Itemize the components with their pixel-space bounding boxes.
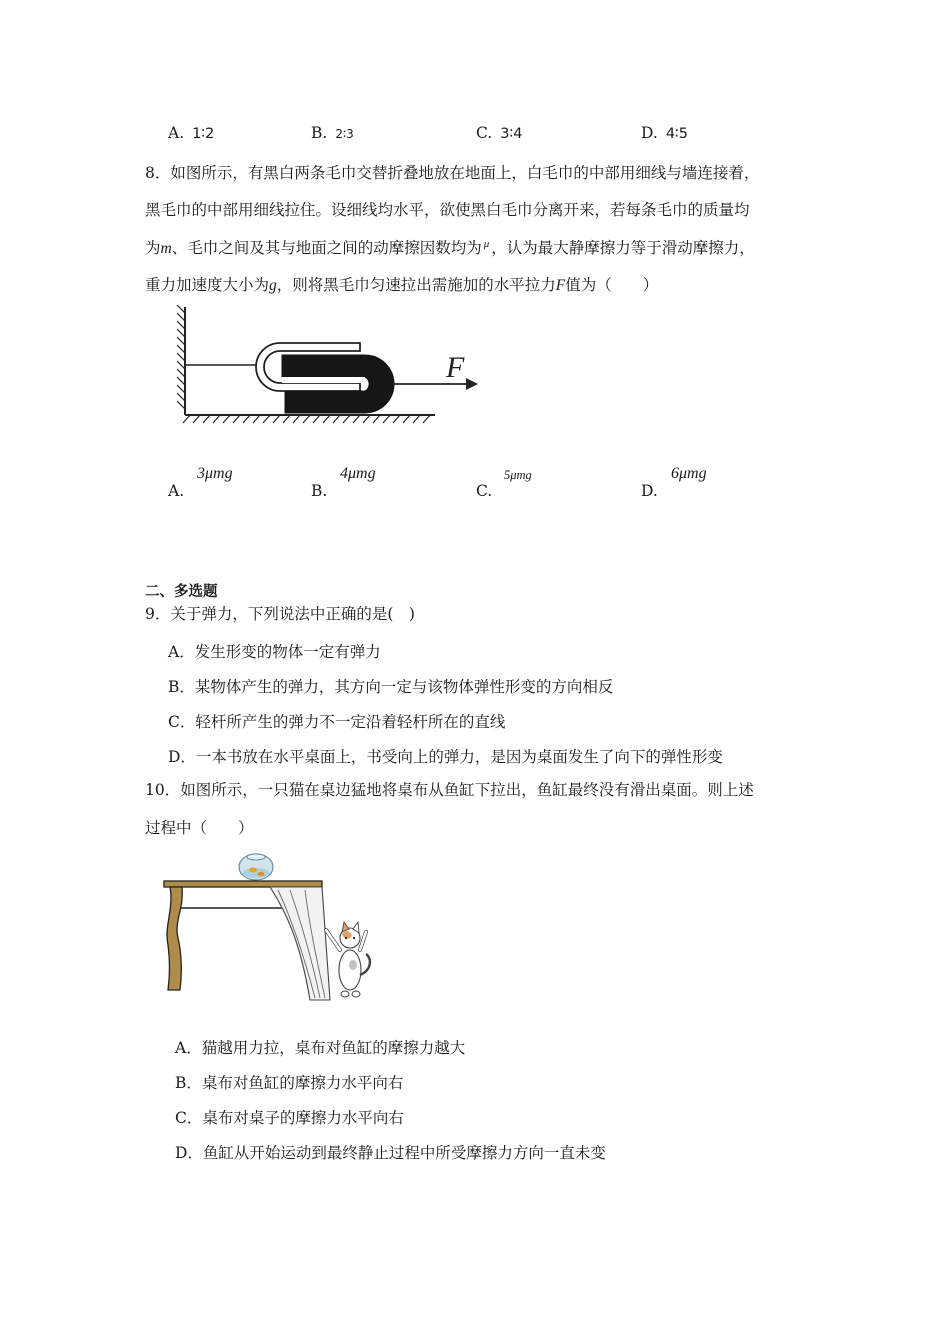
q7-option-a[interactable]: A. 1∶2 — [168, 124, 215, 142]
q10-choice-c[interactable]: C．桌布对桌子的摩擦力水平向右 — [175, 1109, 404, 1127]
q10-choice-a[interactable]: A．猫越用力拉，桌布对鱼缸的摩擦力越大 — [175, 1039, 466, 1057]
q10-stem-line2: 过程中（ ） — [145, 819, 254, 837]
q10-stem-line1: 10．如图所示，一只猫在桌边猛地将桌布从鱼缸下拉出，鱼缸最终没有滑出桌面。则上述 — [145, 781, 754, 799]
q9-stem: 9．关于弹力，下列说法中正确的是( ) — [145, 605, 415, 623]
q10-choice-b[interactable]: B．桌布对鱼缸的摩擦力水平向右 — [175, 1074, 404, 1092]
wall — [177, 305, 185, 415]
q7-option-b[interactable]: B. 2∶3 — [311, 124, 354, 142]
force-arrow-head — [466, 378, 478, 390]
q9-choice-b[interactable]: B．某物体产生的弹力，其方向一定与该物体弹性形变的方向相反 — [168, 678, 614, 696]
q8-stem-line4: 重力加速度大小为g，则将黑毛巾匀速拉出需施加的水平拉力F值为（ ） — [145, 276, 659, 294]
fish-bowl — [239, 854, 273, 880]
q9-choice-a[interactable]: A．发生形变的物体一定有弹力 — [168, 643, 381, 661]
section-heading: 二、多选题 — [145, 584, 218, 600]
force-label: F — [446, 351, 465, 384]
q8-stem-line1: 8．如图所示，有黑白两条毛巾交替折叠地放在地面上，白毛巾的中部用细线与墙连接着， — [145, 164, 760, 182]
cat — [326, 922, 370, 997]
q7-option-d[interactable]: D. 4∶5 — [641, 124, 689, 142]
ground — [183, 415, 435, 423]
q8-option-a[interactable]: A. — [168, 482, 185, 500]
q8-stem-line2: 黑毛巾的中部用细线拉住。设细线均水平，欲使黑白毛巾分离开来，若每条毛巾的质量均 — [145, 201, 750, 219]
q8-option-c-value: 5μmg — [504, 468, 532, 482]
q9-choice-d[interactable]: D．一本书放在水平桌面上，书受向上的弹力，是因为桌面发生了向下的弹性形变 — [168, 748, 723, 766]
q8-stem-line3: 为m、毛巾之间及其与地面之间的动摩擦因数均为 $^\mu$ ，认为最大静摩擦力等于滑动摩擦力， — [145, 238, 755, 257]
q8-option-a-value: 3μmg — [197, 465, 233, 482]
q8-option-b-value: 4μmg — [340, 465, 376, 482]
tablecloth — [270, 887, 330, 1000]
q8-option-b[interactable]: B. — [311, 482, 328, 500]
cat-table-figure — [160, 850, 375, 1005]
towel-diagram — [170, 305, 490, 430]
q8-option-c[interactable]: C. — [476, 482, 493, 500]
q7-option-c[interactable]: C. 3∶4 — [476, 124, 523, 142]
q9-choice-c[interactable]: C．轻杆所产生的弹力不一定沿着轻杆所在的直线 — [168, 713, 506, 731]
table-top — [164, 881, 322, 887]
q8-option-d[interactable]: D. — [641, 482, 658, 500]
q10-choice-d[interactable]: D．鱼缸从开始运动到最终静止过程中所受摩擦力方向一直未变 — [175, 1144, 606, 1162]
q8-option-d-value: 6μmg — [671, 465, 707, 482]
table-leg — [167, 887, 182, 990]
q7-options — [0, 124, 950, 154]
